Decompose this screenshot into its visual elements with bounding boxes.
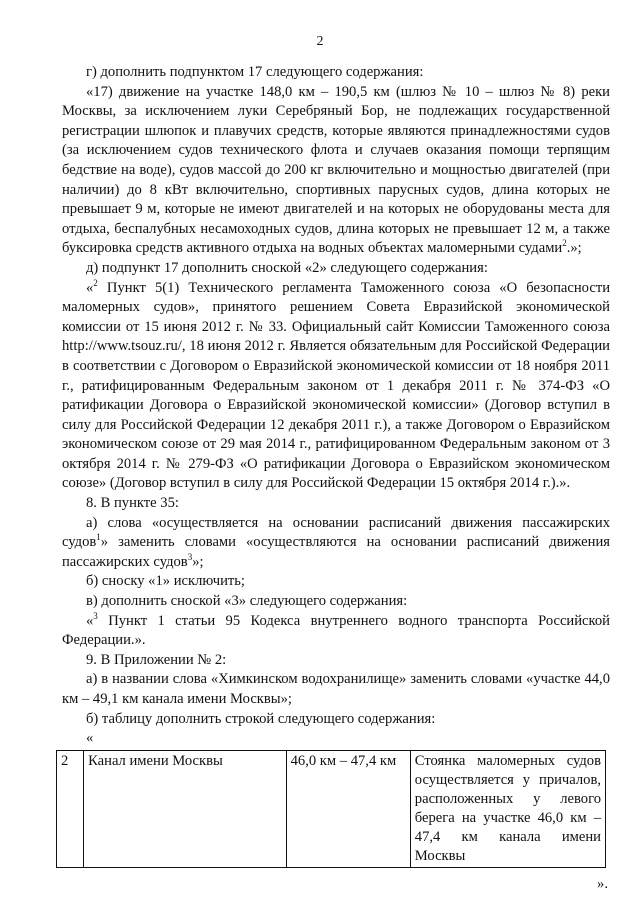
paragraph-8a-text: а) слова «осуществляется на основании расписаний движения пассажирских судов xyxy=(62,514,610,551)
row-name-cell: Канал имени Москвы xyxy=(84,750,286,867)
footnote-3-text xyxy=(62,612,610,651)
closing-quote: ». xyxy=(597,875,608,892)
paragraph-17-text: «17) движение на участке 148,0 км – 190,5 км (шлюз № 10 – шлюз № 8) реки Москвы, за исключением луки Серебряный Бор, не подлежащих государственной регистрации шлюпок и плавучих средств, которые являются принадлежностями судов (за исключением судов технического флота и случаев оказания помощи терпящим бедствие на воде), судов массой до 200 кг включительно и мощностью двигателей (при наличии) до 8 кВт включительно, спортивных парусных судов, длина которых не превышает 9 м, которые не имеют двигателей и на которых не оборудованы места для отдыха, беспалубных несамоходных судов, длина которых не превышает 12 м, а также буксировка средств активного отдыха на водных объектах маломерными судами xyxy=(62,83,610,257)
paragraph-8a-end: »; xyxy=(192,553,204,570)
footnote-3-body: Пункт 1 статьи 95 Кодекса внутреннего водного транспорта Российской Федерации.». xyxy=(62,612,610,649)
footnote-mark-1: 1 xyxy=(96,532,101,543)
paragraph-8a xyxy=(62,514,610,573)
paragraph-9b: б) таблицу дополнить строкой следующего содержания: xyxy=(86,710,436,727)
paragraph-8: 8. В пункте 35: xyxy=(86,495,179,512)
paragraph-9: 9. В Приложении № 2: xyxy=(86,651,227,668)
paragraph-17 xyxy=(62,83,610,259)
footnote-mark-3b: 3 xyxy=(93,610,98,621)
paragraph-17-end: .»; xyxy=(566,240,582,257)
paragraph-9a: а) в названии слова «Химкинском водохранилище» заменить словами «участке 44,0 км – 49,1 км канала имени Москвы»; xyxy=(62,671,610,707)
footnote-3-open: « xyxy=(86,612,94,629)
page-number: 2 xyxy=(316,34,324,49)
row-number-cell: 2 xyxy=(57,750,84,867)
footnote-2-open: « xyxy=(86,279,94,296)
paragraph-8a-mid: » заменить словами «осуществляются на основании расписаний движения пассажирских судов xyxy=(62,534,610,570)
paragraph-8v: в) дополнить сноской «3» следующего содержания: xyxy=(86,593,408,610)
footnote-mark-2b: 2 xyxy=(93,277,98,288)
appendix-table xyxy=(56,750,606,868)
footnote-mark-3: 3 xyxy=(187,551,193,562)
paragraph-8b: б) сноску «1» исключить; xyxy=(86,573,245,590)
document-body xyxy=(62,63,610,893)
paragraph-d: д) подпункт 17 дополнить сноской «2» следующего содержания: xyxy=(86,259,488,276)
row-range-cell: 46,0 км – 47,4 км xyxy=(286,750,410,867)
opening-quote: « xyxy=(86,730,94,747)
row-note-cell: Стоянка маломерных судов осуществляется у причалов, расположенных у левого берега на участке 46,0 км – 47,4 км канала имени Москвы xyxy=(410,750,605,867)
paragraph-g: г) дополнить подпунктом 17 следующего содержания: xyxy=(86,64,424,80)
table-row xyxy=(57,750,606,867)
footnote-2-body: Пункт 5(1) Технического регламента Таможенного союза «О безопасности маломерных судов», принятого решением Совета Евразийской экономической комиссии от 15 июня 2012 г. № 33. Официальный сайт Комиссии Таможенного союза http://www.tsouz.ru/, 18 июня 2012 г. Является обязательным для Российской Федерации в соответствии с Договором о Евразийской экономической комиссии от 18 ноября 2011 г., ратифицированным Федеральным законом от 1 декабря 2011 г. № 374-ФЗ «О ратификации Договора о Евразийской экономической комиссии» (Договор вступил в силу для Российской Федерации 12 декабря 2011 г.), а также Договором о Евразийском экономическом союзе от 29 мая 2014 г., ратифицированном Федеральным законом от 3 октября 2014 г. № 279-ФЗ «О ратификации Договора о Евразийском экономическом союзе» (Договор вступил в силу для Российской Федерации 15 октября 2014 г.).». xyxy=(62,279,611,492)
footnote-2-text xyxy=(62,279,610,495)
footnote-mark-2: 2 xyxy=(562,238,567,249)
